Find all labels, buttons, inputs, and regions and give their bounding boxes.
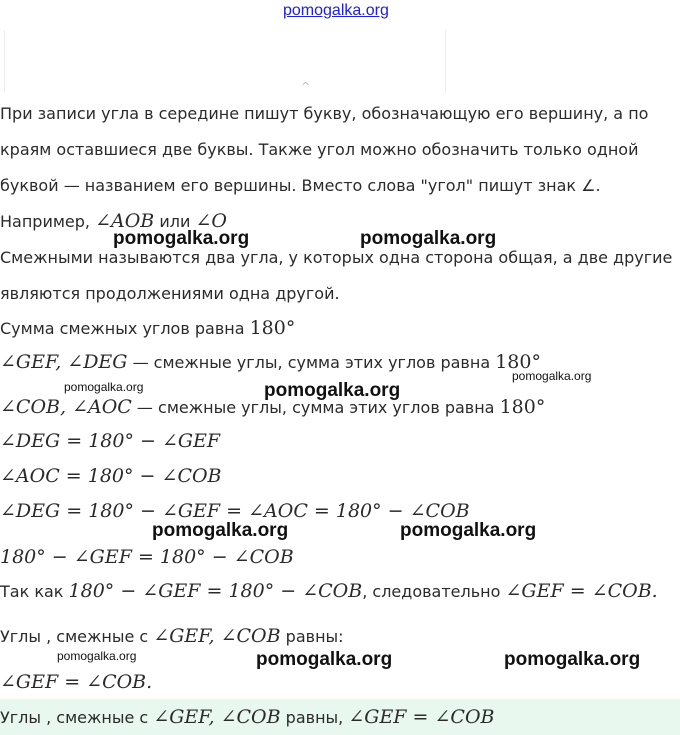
angle-pair: ∠GEF, ∠DEG xyxy=(0,351,128,373)
equation-inline: 180° − ∠GEF = 180° − ∠COB xyxy=(68,580,363,602)
angles-line xyxy=(0,625,344,648)
watermark: pomogalka.org xyxy=(512,369,592,383)
equation-3: ∠DEG = 180° − ∠GEF = ∠AOC = 180° − ∠COB xyxy=(0,500,470,522)
equation-4: 180° − ∠GEF = 180° − ∠COB xyxy=(0,546,294,568)
watermark: pomogalka.org xyxy=(504,649,641,670)
paragraph-line: Смежными называются два угла, у которых одна сторона общая, а две другие xyxy=(0,248,673,267)
watermark: pomogalka.org xyxy=(256,649,393,670)
angle-pair: ∠COB, ∠AOC xyxy=(0,396,132,418)
paragraph-line: буквой — названием его вершины. Вместо слова "угол" пишут знак ∠. xyxy=(0,176,601,195)
angle-pair: ∠GEF, ∠COB xyxy=(153,625,281,647)
content-frame xyxy=(4,30,446,92)
conclusion-line xyxy=(0,580,658,603)
watermark: pomogalka.org xyxy=(264,380,401,401)
sum-text: Сумма смежных углов равна xyxy=(0,319,250,338)
adjacent-text: — смежные углы, сумма этих углов равна xyxy=(127,353,496,372)
watermark: pomogalka.org xyxy=(400,520,537,541)
watermark: pomogalka.org xyxy=(113,228,250,249)
example-label: Например, xyxy=(0,212,96,231)
answer-text: Углы , смежные с xyxy=(0,708,154,727)
angles-text: Углы , смежные с xyxy=(0,627,154,646)
watermark: pomogalka.org xyxy=(57,649,137,663)
paragraph-line: При записи угла в середине пишут букву, обозначающую его вершину, а по xyxy=(0,104,649,123)
angles-text: равны: xyxy=(280,627,344,646)
equation-inline: ∠GEF = ∠COB xyxy=(348,706,495,728)
conclusion-text: Так как xyxy=(0,582,69,601)
site-link[interactable]: pomogalka.org xyxy=(283,2,389,19)
degree-value: 180° xyxy=(499,396,546,418)
watermark: pomogalka.org xyxy=(64,380,144,394)
answer-line xyxy=(0,706,495,729)
connector-text: или xyxy=(154,212,196,231)
angle-formula: ∠AOB xyxy=(95,210,155,232)
equation-2: ∠AOC = 180° − ∠COB xyxy=(0,465,222,487)
paragraph-line: краям оставшиеся две буквы. Также угол можно обозначить только одной xyxy=(0,140,639,159)
equation-1: ∠DEG = 180° − ∠GEF xyxy=(0,430,221,452)
caret-up-icon: ^ xyxy=(301,80,311,93)
paragraph-line: являются продолжениями одна другой. xyxy=(0,284,340,303)
equation-5: ∠GEF = ∠COB. xyxy=(0,671,153,693)
degree-value: 180° xyxy=(249,317,296,339)
adjacent-line-1 xyxy=(0,351,541,374)
angle-formula: ∠O xyxy=(195,210,227,232)
adjacent-text: — смежные углы, сумма этих углов равна xyxy=(131,398,500,417)
answer-text: равны, xyxy=(280,708,349,727)
equation-inline: ∠GEF = ∠COB. xyxy=(505,580,658,602)
angle-pair: ∠GEF, ∠COB xyxy=(153,706,281,728)
conclusion-text: , следовательно xyxy=(362,582,506,601)
watermark: pomogalka.org xyxy=(360,228,497,249)
degree-value: 180° xyxy=(495,351,541,373)
watermark: pomogalka.org xyxy=(152,520,289,541)
sum-line xyxy=(0,317,295,340)
